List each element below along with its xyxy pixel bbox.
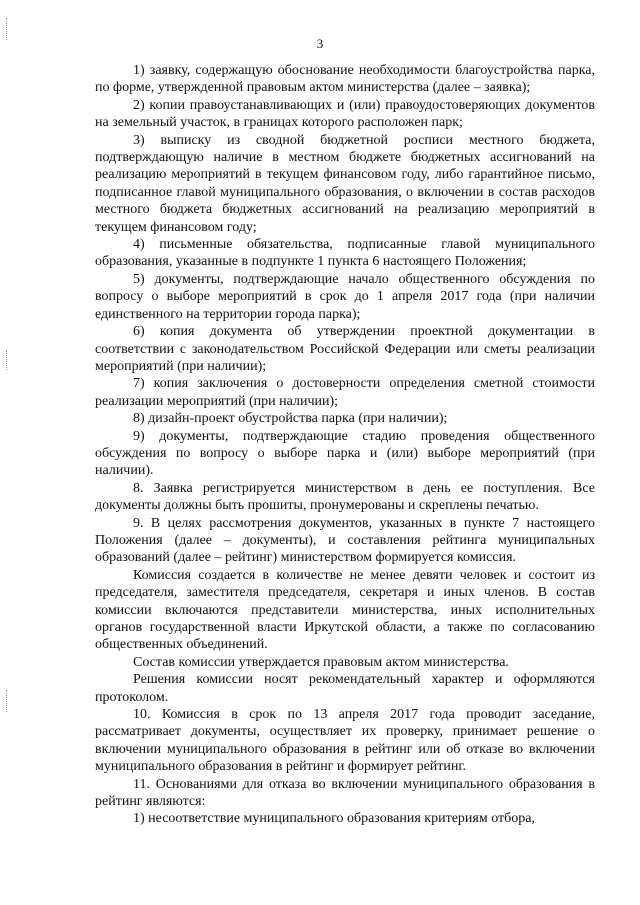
paragraph: 6) копия документа об утверждении проектной документации в соответствии с законодательством Российской Федерации или сметы реализации мероприятий (при наличии);: [95, 324, 595, 374]
paragraph: 8. Заявка регистрируется министерством в день ее поступления. Все документы должны быть прошиты, пронумерованы и скреплены печатью.: [95, 480, 595, 514]
paragraph: Комиссия создается в количестве не менее девяти человек и состоит из председателя, заместителя председателя, секретаря и иных членов. В состав комиссии включаются представители министерства, иных исполнительных органов государственной власти Иркутской области, а также по согласованию общественных объединений.: [95, 567, 595, 653]
paragraph: Решения комиссии носят рекомендательный характер и оформляются протоколом.: [95, 672, 595, 705]
paragraph: 2) копии правоустанавливающих и (или) правоудостоверяющих документов на земельный участок, в границах которого расположен парк;: [95, 97, 595, 131]
paragraph: 8) дизайн-проект обустройства парка (при наличии);: [133, 411, 448, 427]
page-number: 3: [316, 36, 324, 51]
paragraph: Состав комиссии утверждается правовым актом министерства.: [133, 654, 509, 670]
paragraph: 9) документы, подтверждающие стадию проведения общественного обсуждения по вопросу о выборе парка и (или) выборе мероприятий (при наличии).: [95, 428, 595, 479]
margin-mark: [6, 350, 9, 370]
paragraph: 5) документы, подтверждающие начало общественного обсуждения по вопросу о выборе мероприятий в срок до 1 апреля 2017 года (при наличии единственного на территории города парка);: [95, 271, 595, 322]
document-body: [95, 62, 595, 828]
paragraph: 7) копия заключения о достоверности определения сметной стоимости реализации мероприятий (при наличии);: [95, 376, 595, 409]
paragraph: 4) письменные обязательства, подписанные главой муниципального образования, указанные в подпункте 1 пункта 6 настоящего Положения;: [95, 237, 595, 270]
paragraph: 10. Комиссия в срок по 13 апреля 2017 года проводит заседание, рассматривает документы, осуществляет их проверку, принимает решение о включении муниципального образования в рейтинг или об отказе во включении муниципального образования в рейтинг и формирует рейтинг.: [95, 707, 595, 775]
paragraph: 1) несоответствие муниципального образования критериям отбора,: [133, 811, 535, 827]
paragraph: 3) выписку из сводной бюджетной росписи местного бюджета, подтверждающую наличие в местном бюджете бюджетных ассигнований на реализацию мероприятий в текущем финансовом году, либо гарантийное письмо, подписанное главой муниципального образования, о включении в состав расходов местного бюджета бюджетных ассигнований на реализацию мероприятий в текущем финансовом году;: [95, 132, 595, 235]
paragraph: 1) заявку, содержащую обоснование необходимости благоустройства парка, по форме, утвержденной правовым актом министерства (далее – заявка);: [95, 63, 595, 96]
paragraph: 11. Основаниями для отказа во включении муниципального образования в рейтинг являются:: [95, 776, 595, 810]
paragraph: 9. В целях рассмотрения документов, указанных в пункте 7 настоящего Положения (далее – документы), и составления рейтинга муниципальных образований (далее – рейтинг) министерством формируется комиссия.: [95, 515, 595, 566]
margin-mark: [6, 690, 9, 712]
